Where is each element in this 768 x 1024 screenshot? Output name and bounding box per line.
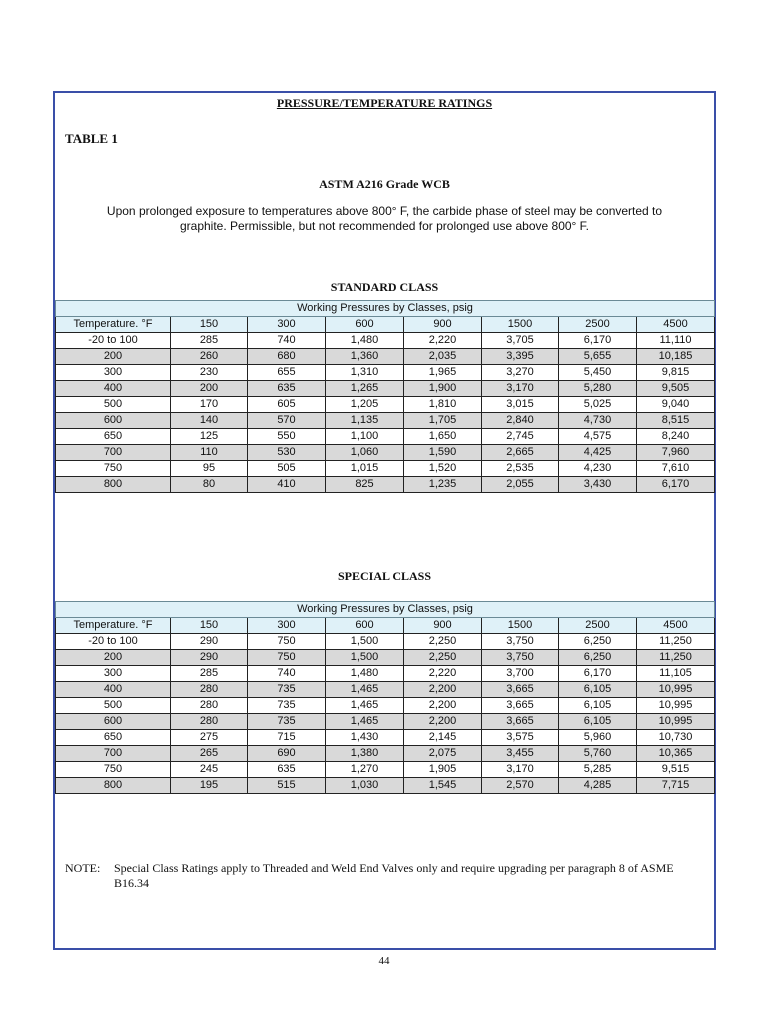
table-row xyxy=(56,634,715,650)
temperature-cell: 700 xyxy=(56,445,171,461)
pressure-cell: 2,665 xyxy=(482,445,559,461)
pressure-cell: 8,240 xyxy=(637,429,715,445)
pressure-cell: 4,730 xyxy=(559,413,637,429)
pressure-cell: 1,465 xyxy=(326,698,404,714)
table-row xyxy=(56,650,715,666)
pressure-cell: 3,700 xyxy=(482,666,559,682)
class-column-header: 900 xyxy=(404,618,482,634)
table-row xyxy=(56,413,715,429)
pressure-cell: 1,310 xyxy=(326,365,404,381)
pressure-cell: 2,035 xyxy=(404,349,482,365)
pressure-cell: 2,145 xyxy=(404,730,482,746)
pressure-cell: 9,505 xyxy=(637,381,715,397)
temperature-cell: 200 xyxy=(56,349,171,365)
pressure-cell: 6,105 xyxy=(559,682,637,698)
pressure-cell: 515 xyxy=(248,778,326,794)
pressure-cell: 290 xyxy=(171,650,248,666)
pressure-cell: 1,900 xyxy=(404,381,482,397)
table-row xyxy=(56,730,715,746)
table-caption-row xyxy=(56,602,715,618)
pressure-cell: 635 xyxy=(248,762,326,778)
class-column-header: 4500 xyxy=(637,618,715,634)
table-row xyxy=(56,365,715,381)
pressure-cell: 2,535 xyxy=(482,461,559,477)
pressure-cell: 1,100 xyxy=(326,429,404,445)
pressure-cell: 10,995 xyxy=(637,682,715,698)
pressure-cell: 11,250 xyxy=(637,650,715,666)
pressure-cell: 1,270 xyxy=(326,762,404,778)
table-row xyxy=(56,477,715,493)
pressure-cell: 1,905 xyxy=(404,762,482,778)
pressure-cell: 2,055 xyxy=(482,477,559,493)
temperature-cell: 800 xyxy=(56,477,171,493)
pressure-cell: 5,655 xyxy=(559,349,637,365)
temperature-column-header: Temperature. °F xyxy=(56,317,171,333)
pressure-cell: 825 xyxy=(326,477,404,493)
pressure-cell: 245 xyxy=(171,762,248,778)
table-label: TABLE 1 xyxy=(65,131,118,146)
temperature-column-header: Temperature. °F xyxy=(56,618,171,634)
table-caption-row xyxy=(56,301,715,317)
temperature-cell: 400 xyxy=(56,682,171,698)
pressure-cell: 1,430 xyxy=(326,730,404,746)
temperature-cell: 800 xyxy=(56,778,171,794)
pressure-cell: 1,810 xyxy=(404,397,482,413)
temperature-cell: 300 xyxy=(56,666,171,682)
pressure-cell: 2,250 xyxy=(404,650,482,666)
pressure-cell: 5,760 xyxy=(559,746,637,762)
graphitization-notice: Upon prolonged exposure to temperatures above 800° F, the carbide phase of steel may be converted to graphite. Permissible, but not recommended for prolonged use above 800° F. xyxy=(106,204,663,233)
pressure-cell: 1,465 xyxy=(326,682,404,698)
pressure-cell: 735 xyxy=(248,682,326,698)
pressure-cell: 6,250 xyxy=(559,650,637,666)
pressure-cell: 2,570 xyxy=(482,778,559,794)
pressure-cell: 280 xyxy=(171,698,248,714)
temperature-cell: 400 xyxy=(56,381,171,397)
pressure-cell: 1,480 xyxy=(326,333,404,349)
pressure-cell: 11,250 xyxy=(637,634,715,650)
pressure-cell: 1,030 xyxy=(326,778,404,794)
pressure-cell: 1,060 xyxy=(326,445,404,461)
class-column-header: 4500 xyxy=(637,317,715,333)
temperature-cell: 600 xyxy=(56,413,171,429)
class-column-header: 300 xyxy=(248,317,326,333)
pressure-cell: 3,015 xyxy=(482,397,559,413)
standard-class-table xyxy=(55,300,715,493)
pressure-cell: 2,075 xyxy=(404,746,482,762)
class-column-header: 150 xyxy=(171,317,248,333)
table-row xyxy=(56,445,715,461)
table-row xyxy=(56,381,715,397)
temperature-cell: -20 to 100 xyxy=(56,333,171,349)
pressure-cell: 750 xyxy=(248,634,326,650)
pressure-cell: 11,110 xyxy=(637,333,715,349)
table-row xyxy=(56,461,715,477)
temperature-cell: 300 xyxy=(56,365,171,381)
special-class-heading: SPECIAL CLASS xyxy=(337,569,432,583)
class-column-header: 900 xyxy=(404,317,482,333)
table-header-row xyxy=(56,317,715,333)
pressure-cell: 1,135 xyxy=(326,413,404,429)
pressure-cell: 1,465 xyxy=(326,714,404,730)
pressure-cell: 1,480 xyxy=(326,666,404,682)
table-row xyxy=(56,698,715,714)
pressure-cell: 140 xyxy=(171,413,248,429)
pressure-cell: 680 xyxy=(248,349,326,365)
pressure-cell: 5,025 xyxy=(559,397,637,413)
pressure-cell: 505 xyxy=(248,461,326,477)
pressure-cell: 690 xyxy=(248,746,326,762)
pressure-cell: 1,520 xyxy=(404,461,482,477)
pressure-cell: 1,705 xyxy=(404,413,482,429)
class-column-header: 600 xyxy=(326,317,404,333)
page-frame xyxy=(53,91,716,950)
pressure-cell: 7,610 xyxy=(637,461,715,477)
pressure-cell: 735 xyxy=(248,698,326,714)
pressure-cell: 285 xyxy=(171,666,248,682)
pressure-cell: 750 xyxy=(248,650,326,666)
pressure-cell: 290 xyxy=(171,634,248,650)
pressure-cell: 635 xyxy=(248,381,326,397)
pressure-cell: 1,015 xyxy=(326,461,404,477)
pressure-cell: 2,840 xyxy=(482,413,559,429)
pressure-cell: 6,170 xyxy=(559,666,637,682)
pressure-cell: 6,170 xyxy=(559,333,637,349)
class-column-header: 1500 xyxy=(482,317,559,333)
pressure-cell: 95 xyxy=(171,461,248,477)
table-header-row xyxy=(56,618,715,634)
page-number: 44 xyxy=(378,955,390,967)
standard-class-heading: STANDARD CLASS xyxy=(330,280,439,294)
pressure-cell: 125 xyxy=(171,429,248,445)
pressure-cell: 1,235 xyxy=(404,477,482,493)
pressure-cell: 715 xyxy=(248,730,326,746)
pressure-cell: 6,105 xyxy=(559,714,637,730)
class-column-header: 1500 xyxy=(482,618,559,634)
pressure-cell: 530 xyxy=(248,445,326,461)
pressure-cell: 1,205 xyxy=(326,397,404,413)
pressure-cell: 3,455 xyxy=(482,746,559,762)
pressure-cell: 740 xyxy=(248,333,326,349)
pressure-cell: 3,170 xyxy=(482,762,559,778)
class-column-header: 600 xyxy=(326,618,404,634)
pressure-cell: 5,960 xyxy=(559,730,637,746)
pressure-cell: 3,575 xyxy=(482,730,559,746)
pressure-cell: 4,285 xyxy=(559,778,637,794)
pressure-cell: 10,730 xyxy=(637,730,715,746)
pressure-cell: 655 xyxy=(248,365,326,381)
temperature-cell: 200 xyxy=(56,650,171,666)
temperature-cell: 700 xyxy=(56,746,171,762)
pressure-cell: 1,545 xyxy=(404,778,482,794)
table-row xyxy=(56,762,715,778)
pressure-cell: 5,280 xyxy=(559,381,637,397)
pressure-cell: 2,250 xyxy=(404,634,482,650)
pressure-cell: 3,750 xyxy=(482,634,559,650)
pressure-cell: 1,380 xyxy=(326,746,404,762)
pressure-cell: 7,960 xyxy=(637,445,715,461)
pressure-cell: 1,500 xyxy=(326,634,404,650)
pressure-cell: 2,220 xyxy=(404,333,482,349)
temperature-cell: 650 xyxy=(56,429,171,445)
pressure-cell: 3,705 xyxy=(482,333,559,349)
pressure-cell: 740 xyxy=(248,666,326,682)
table-caption: Working Pressures by Classes, psig xyxy=(56,602,715,618)
pressure-cell: 8,515 xyxy=(637,413,715,429)
pressure-cell: 285 xyxy=(171,333,248,349)
pressure-cell: 1,590 xyxy=(404,445,482,461)
pressure-cell: 570 xyxy=(248,413,326,429)
pressure-cell: 10,365 xyxy=(637,746,715,762)
pressure-cell: 4,575 xyxy=(559,429,637,445)
pressure-cell: 9,815 xyxy=(637,365,715,381)
pressure-cell: 170 xyxy=(171,397,248,413)
pressure-cell: 6,250 xyxy=(559,634,637,650)
pressure-cell: 195 xyxy=(171,778,248,794)
temperature-cell: -20 to 100 xyxy=(56,634,171,650)
pressure-cell: 3,430 xyxy=(559,477,637,493)
table-row xyxy=(56,397,715,413)
pressure-cell: 1,650 xyxy=(404,429,482,445)
pressure-cell: 10,995 xyxy=(637,714,715,730)
pressure-cell: 4,425 xyxy=(559,445,637,461)
class-column-header: 2500 xyxy=(559,317,637,333)
note-text: Special Class Ratings apply to Threaded and Weld End Valves only and require upgrading per paragraph 8 of ASME B16.34 xyxy=(114,861,674,890)
pressure-cell: 1,965 xyxy=(404,365,482,381)
temperature-cell: 500 xyxy=(56,397,171,413)
class-column-header: 2500 xyxy=(559,618,637,634)
temperature-cell: 750 xyxy=(56,461,171,477)
pressure-cell: 2,200 xyxy=(404,682,482,698)
pressure-cell: 3,270 xyxy=(482,365,559,381)
pressure-cell: 9,515 xyxy=(637,762,715,778)
pressure-cell: 1,500 xyxy=(326,650,404,666)
class-column-header: 300 xyxy=(248,618,326,634)
table-row xyxy=(56,778,715,794)
special-class-table xyxy=(55,601,715,794)
pressure-cell: 10,995 xyxy=(637,698,715,714)
class-column-header: 150 xyxy=(171,618,248,634)
table-row xyxy=(56,746,715,762)
pressure-cell: 6,105 xyxy=(559,698,637,714)
pressure-cell: 5,450 xyxy=(559,365,637,381)
pressure-cell: 2,200 xyxy=(404,714,482,730)
pressure-cell: 260 xyxy=(171,349,248,365)
pressure-cell: 265 xyxy=(171,746,248,762)
pressure-cell: 275 xyxy=(171,730,248,746)
pressure-cell: 230 xyxy=(171,365,248,381)
pressure-cell: 280 xyxy=(171,682,248,698)
table-row xyxy=(56,349,715,365)
pressure-cell: 9,040 xyxy=(637,397,715,413)
pressure-cell: 3,170 xyxy=(482,381,559,397)
pressure-cell: 10,185 xyxy=(637,349,715,365)
temperature-cell: 600 xyxy=(56,714,171,730)
pressure-cell: 7,715 xyxy=(637,778,715,794)
pressure-cell: 11,105 xyxy=(637,666,715,682)
pressure-cell: 2,200 xyxy=(404,698,482,714)
material-heading: ASTM A216 Grade WCB xyxy=(319,177,450,191)
pressure-cell: 2,220 xyxy=(404,666,482,682)
pressure-cell: 6,170 xyxy=(637,477,715,493)
pressure-cell: 5,285 xyxy=(559,762,637,778)
pressure-cell: 1,265 xyxy=(326,381,404,397)
table-row xyxy=(56,714,715,730)
pressure-cell: 280 xyxy=(171,714,248,730)
pressure-cell: 200 xyxy=(171,381,248,397)
pressure-cell: 3,750 xyxy=(482,650,559,666)
temperature-cell: 750 xyxy=(56,762,171,778)
pressure-cell: 550 xyxy=(248,429,326,445)
temperature-cell: 500 xyxy=(56,698,171,714)
table-row xyxy=(56,666,715,682)
pressure-cell: 4,230 xyxy=(559,461,637,477)
note-label: NOTE: xyxy=(65,861,101,875)
pressure-cell: 605 xyxy=(248,397,326,413)
table-row xyxy=(56,333,715,349)
table-caption: Working Pressures by Classes, psig xyxy=(56,301,715,317)
pressure-cell: 3,665 xyxy=(482,682,559,698)
table-row xyxy=(56,682,715,698)
pressure-cell: 80 xyxy=(171,477,248,493)
pressure-cell: 3,665 xyxy=(482,714,559,730)
document-title: PRESSURE/TEMPERATURE RATINGS xyxy=(276,96,493,110)
pressure-cell: 410 xyxy=(248,477,326,493)
pressure-cell: 3,665 xyxy=(482,698,559,714)
pressure-cell: 3,395 xyxy=(482,349,559,365)
table-row xyxy=(56,429,715,445)
pressure-cell: 1,360 xyxy=(326,349,404,365)
pressure-cell: 2,745 xyxy=(482,429,559,445)
temperature-cell: 650 xyxy=(56,730,171,746)
pressure-cell: 110 xyxy=(171,445,248,461)
pressure-cell: 735 xyxy=(248,714,326,730)
